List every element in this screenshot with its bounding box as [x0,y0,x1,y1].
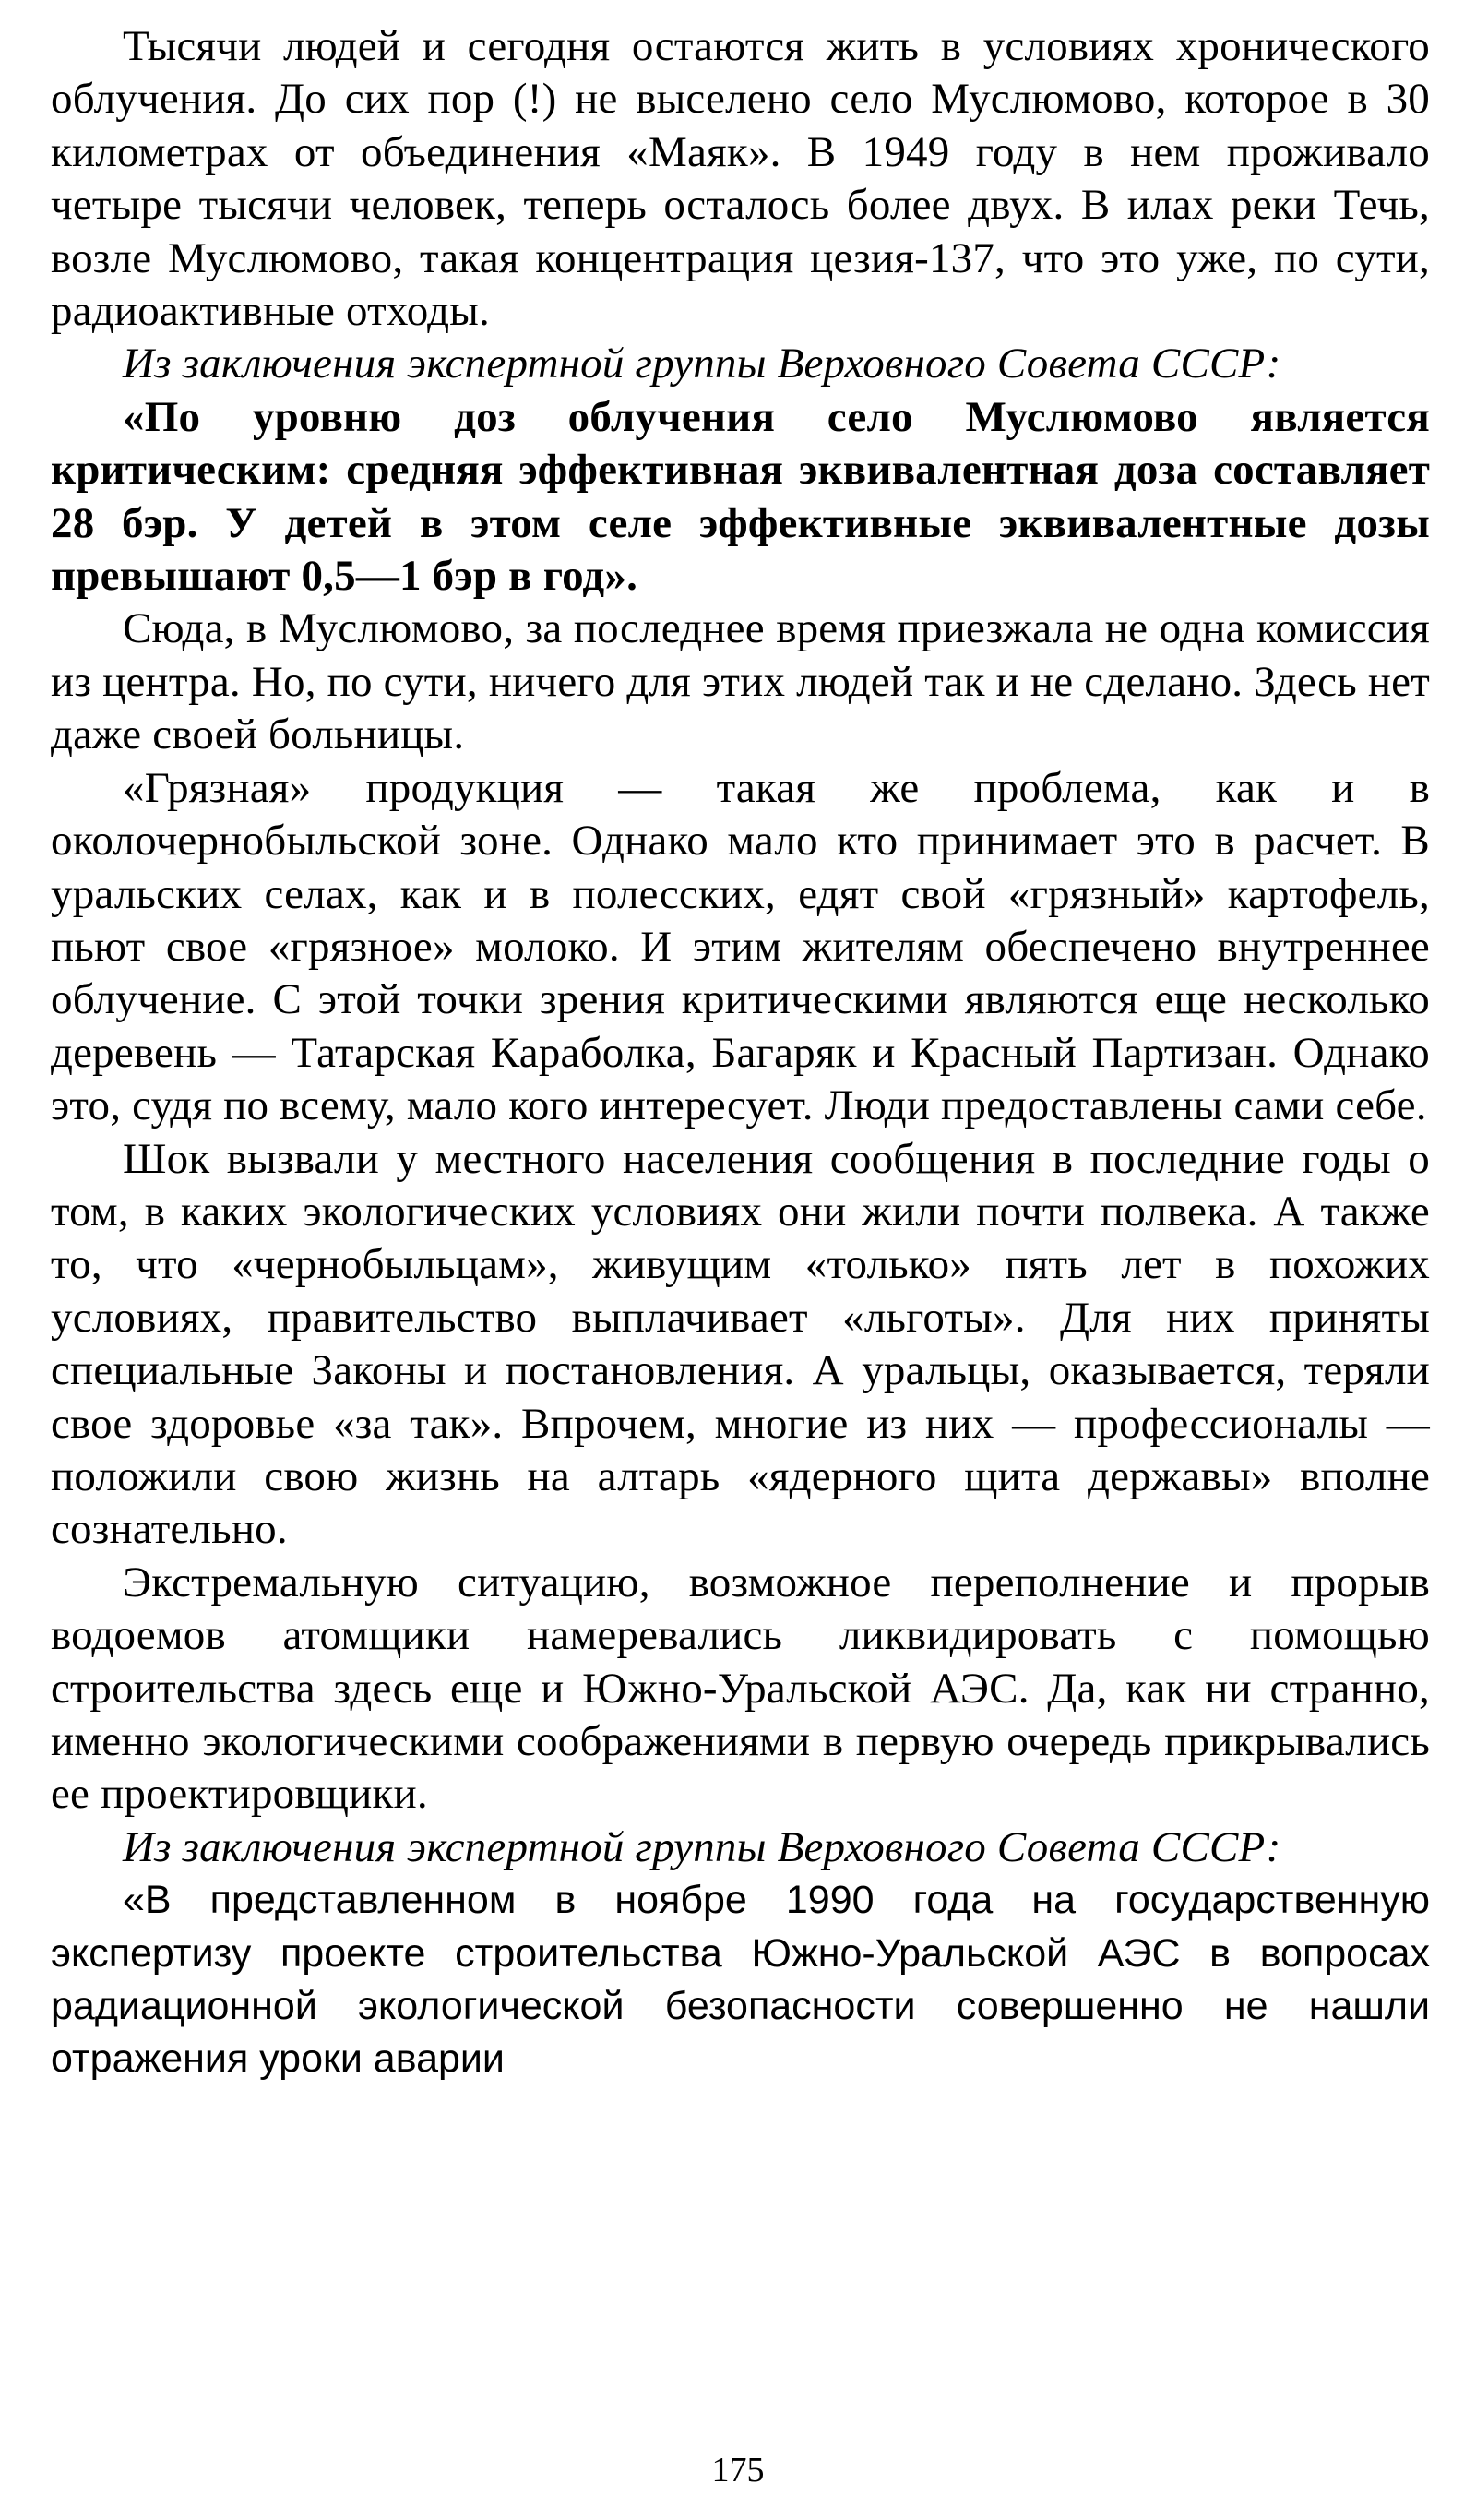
paragraph-3: «Грязная» продукция — такая же проблема, как и в околочернобыльской зоне. Однако мало кто принимает это в расчет. В уральских селах, как и в полесских, едят свой «грязный» картофель, пьют свое «грязное» молоко. И этим жителям обеспечено внутреннее облучение. С этой точки зрения критическими являются еще несколько деревень — Татарская Караболка, Багаряк и Красный Партизан. Однако это, судя по всему, мало кого интересует. Люди предоставлены сами себе. [51,763,1430,1130]
paragraph-4: Шок вызвали у местного населения сообщения в последние годы о том, в каких экологических условиях они жили почти полвека. А также то, что «чернобыльцам», живущим «только» пять лет в похожих условиях, правительство выплачивает «льготы». Для них приняты специальные Законы и постановления. А уральцы, оказывается, теряли свое здоровье «за так». Впрочем, многие из них — профессионалы — положили свою жизнь на алтарь «ядерного щита державы» вполне сознательно. [51,1134,1430,1554]
paragraph-2: Сюда, в Муслюмово, за последнее время приезжала не одна комиссия из центра. Но, по сути, ничего для этих людей так и не сделано. Здесь нет даже своей больницы. [51,604,1430,759]
paragraph-5: Экстремальную ситуацию, возможное переполнение и прорыв водоемов атомщики намеревались ликвидировать с помощью строительства здесь еще и Южно-Уральской АЭС. Да, как ни странно, именно экологическими соображениями в первую очередь прикрывались ее проектировщики. [51,1558,1430,1819]
paragraph-1: Тысячи людей и сегодня остаются жить в условиях хронического облучения. До сих пор (!) не выселено село Муслюмово, которое в 30 километрах от объединения «Маяк». В 1949 году в нем проживало четыре тысячи человек, теперь осталось более двух. В илах реки Течь, возле Муслюмово, такая концентрация цезия-137, что это уже, по сути, радиоактивные отходы. [51,22,1430,336]
page-number: 175 [711,2451,765,2490]
quote-bold: «По уровню доз облучения село Муслюмово является критическим: средняя эффективная эквивалентная доза составляет 28 бэр. У детей в этом селе эффективные эквивалентные дозы превышают 0,5—1 бэр в год». [51,392,1430,601]
quote-sans: «В представленном в ноябре 1990 года на государственную экспертизу проекте строительства Южно-Уральской АЭС в вопросах радиационной экологической безопасности совершенно не нашли отражения уроки аварии [51,1878,1430,2082]
page-body [51,20,1430,2086]
citation-heading-1: Из заключения экспертной группы Верховного Совета СССР: [123,340,1281,388]
citation-heading-2: Из заключения экспертной группы Верховного Совета СССР: [123,1822,1281,1871]
